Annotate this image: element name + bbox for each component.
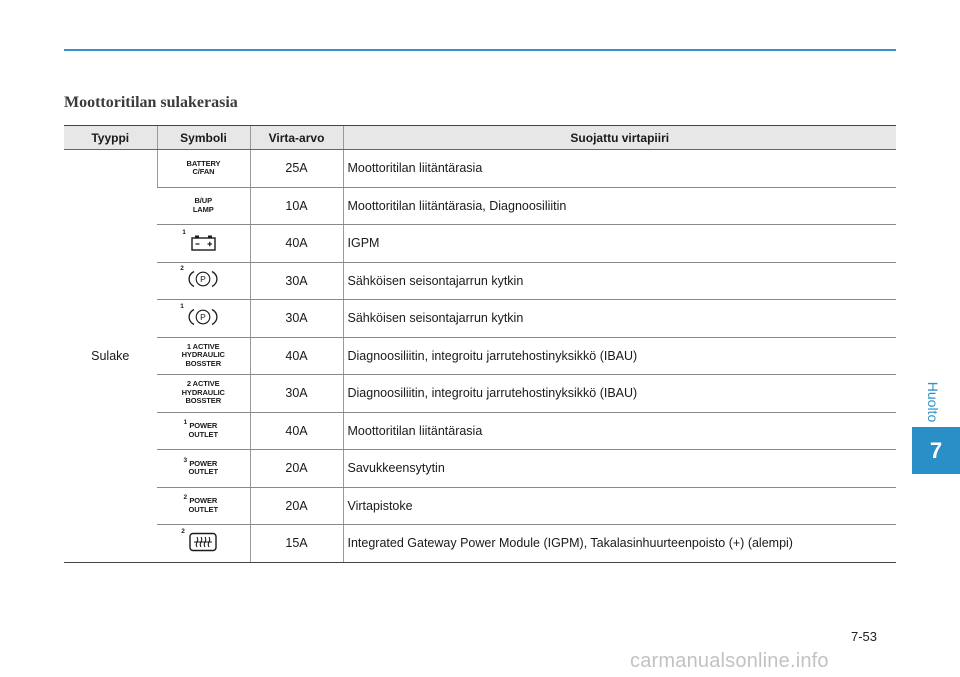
fuse-symbol-index: 3 [183, 456, 188, 464]
fuse-symbol-text-line: C/FAN [192, 167, 215, 176]
fuse-rating-cell: 30A [250, 300, 343, 338]
page-number: 7-53 [851, 629, 878, 644]
fuse-symbol-cell [157, 487, 250, 525]
table-row [64, 450, 896, 488]
fuse-circuit-cell: Virtapistoke [343, 487, 896, 525]
fuse-symbol-cell [157, 412, 250, 450]
fuse-symbol-label [183, 419, 218, 439]
fuse-symbol-text-line: HYDRAULIC [181, 350, 225, 360]
fuse-symbol-index: 2 [180, 265, 184, 273]
fuse-symbol-text-line: OUTLET [188, 467, 218, 476]
fuse-table-body [64, 150, 896, 563]
fuse-symbol-text-line: BOSSTER [185, 396, 222, 406]
fuse-circuit-cell: Diagnoosiliitin, integroitu jarrutehostinyksikkö (IBAU) [343, 337, 896, 375]
table-header-row [64, 126, 896, 150]
fuse-rating-cell: 15A [250, 525, 343, 563]
fuse-symbol-cell [157, 262, 250, 300]
fuse-symbol-cell [157, 337, 250, 375]
fuse-rating-cell: 10A [250, 187, 343, 225]
fuse-symbol-label [182, 380, 225, 406]
fuse-symbol-text-line: BOSSTER [185, 358, 222, 368]
watermark: carmanualsonline.info [630, 650, 829, 672]
fuse-symbol-text-line: OUTLET [188, 504, 218, 514]
parking-brake-icon [180, 265, 219, 289]
fuse-symbol-label [193, 197, 214, 214]
rear-defroster-icon [181, 527, 218, 552]
table-row [64, 525, 896, 563]
table-row [64, 150, 896, 188]
fuse-symbol-label [183, 494, 218, 514]
fuse-rating-cell: 40A [250, 225, 343, 263]
fuse-circuit-cell: Moottoritilan liitäntärasia [343, 412, 896, 450]
fuse-symbol-cell [157, 375, 250, 413]
header-rating: Virta-arvo [250, 126, 343, 150]
fuse-symbol-index: 1 [183, 419, 188, 426]
fuse-symbol-index: 1 [180, 302, 184, 310]
fuse-symbol-index: 2 [181, 527, 185, 535]
fuse-symbol-text-line: POWER [189, 496, 218, 505]
fuse-symbol-cell [157, 450, 250, 488]
fuse-circuit-cell: Savukkeensytytin [343, 450, 896, 488]
fuse-symbol-text-line: OUTLET [188, 429, 218, 439]
fuse-rating-cell: 40A [250, 412, 343, 450]
fuse-symbol-label [183, 456, 218, 477]
header-type: Tyyppi [64, 126, 157, 150]
fuse-circuit-cell: Integrated Gateway Power Module (IGPM), Takalasinhuurteenpoisto (+) (alempi) [343, 525, 896, 563]
fuse-symbol-text-line: POWER [189, 458, 218, 468]
fuse-rating-cell: 30A [250, 375, 343, 413]
fuse-symbol-text-line: 1 ACTIVE [186, 341, 220, 351]
fuse-symbol-text-line: B/UP [194, 196, 212, 205]
side-label: Huolto [925, 381, 941, 423]
fuse-circuit-cell: Diagnoosiliitin, integroitu jarrutehostinyksikkö (IBAU) [343, 375, 896, 413]
table-row [64, 300, 896, 338]
fuse-symbol-label [182, 343, 225, 369]
fuse-circuit-cell: Sähköisen seisontajarrun kytkin [343, 300, 896, 338]
table-row [64, 187, 896, 225]
header-symbol: Symboli [157, 126, 250, 150]
fuse-symbol-index: 2 [183, 494, 188, 501]
fuse-symbol-text-line: 2 ACTIVE [186, 379, 220, 389]
fuse-symbol-cell [157, 150, 250, 188]
parking-brake-icon [180, 302, 219, 327]
fuse-circuit-cell: Moottoritilan liitäntärasia, Diagnoosiliitin [343, 187, 896, 225]
fuse-symbol-label [187, 160, 221, 177]
fuse-symbol-cell [157, 187, 250, 225]
svg-text:P: P [200, 311, 207, 322]
fuse-symbol-cell [157, 525, 250, 563]
fuse-rating-cell: 40A [250, 337, 343, 375]
svg-text:P: P [200, 274, 207, 285]
fuse-symbol-text-line: BATTERY [186, 158, 221, 168]
fuse-circuit-cell: Moottoritilan liitäntärasia [343, 150, 896, 188]
fuse-symbol-text-line: POWER [189, 421, 218, 430]
table-row [64, 375, 896, 413]
table-row [64, 262, 896, 300]
fuse-circuit-cell: Sähköisen seisontajarrun kytkin [343, 262, 896, 300]
table-row [64, 487, 896, 525]
top-rule [64, 49, 896, 51]
table-row [64, 412, 896, 450]
section-title: Moottoritilan sulakerasia [64, 94, 238, 111]
fuse-symbol-cell [157, 300, 250, 338]
fuse-symbol-text-line: HYDRAULIC [181, 387, 225, 397]
fuse-symbol-index: 1 [182, 228, 186, 236]
table-row [64, 337, 896, 375]
fuse-type-cell: Sulake [64, 150, 157, 563]
fuse-table [64, 125, 896, 563]
header-circuit: Suojattu virtapiiri [343, 126, 896, 150]
fuse-symbol-cell [157, 225, 250, 263]
fuse-rating-cell: 20A [250, 487, 343, 525]
fuse-circuit-cell: IGPM [343, 225, 896, 263]
fuse-rating-cell: 20A [250, 450, 343, 488]
fuse-rating-cell: 30A [250, 262, 343, 300]
chapter-tab: 7 [912, 427, 960, 474]
table-row [64, 225, 896, 263]
fuse-symbol-text-line: LAMP [192, 204, 214, 214]
battery-icon [182, 228, 217, 251]
fuse-rating-cell: 25A [250, 150, 343, 188]
